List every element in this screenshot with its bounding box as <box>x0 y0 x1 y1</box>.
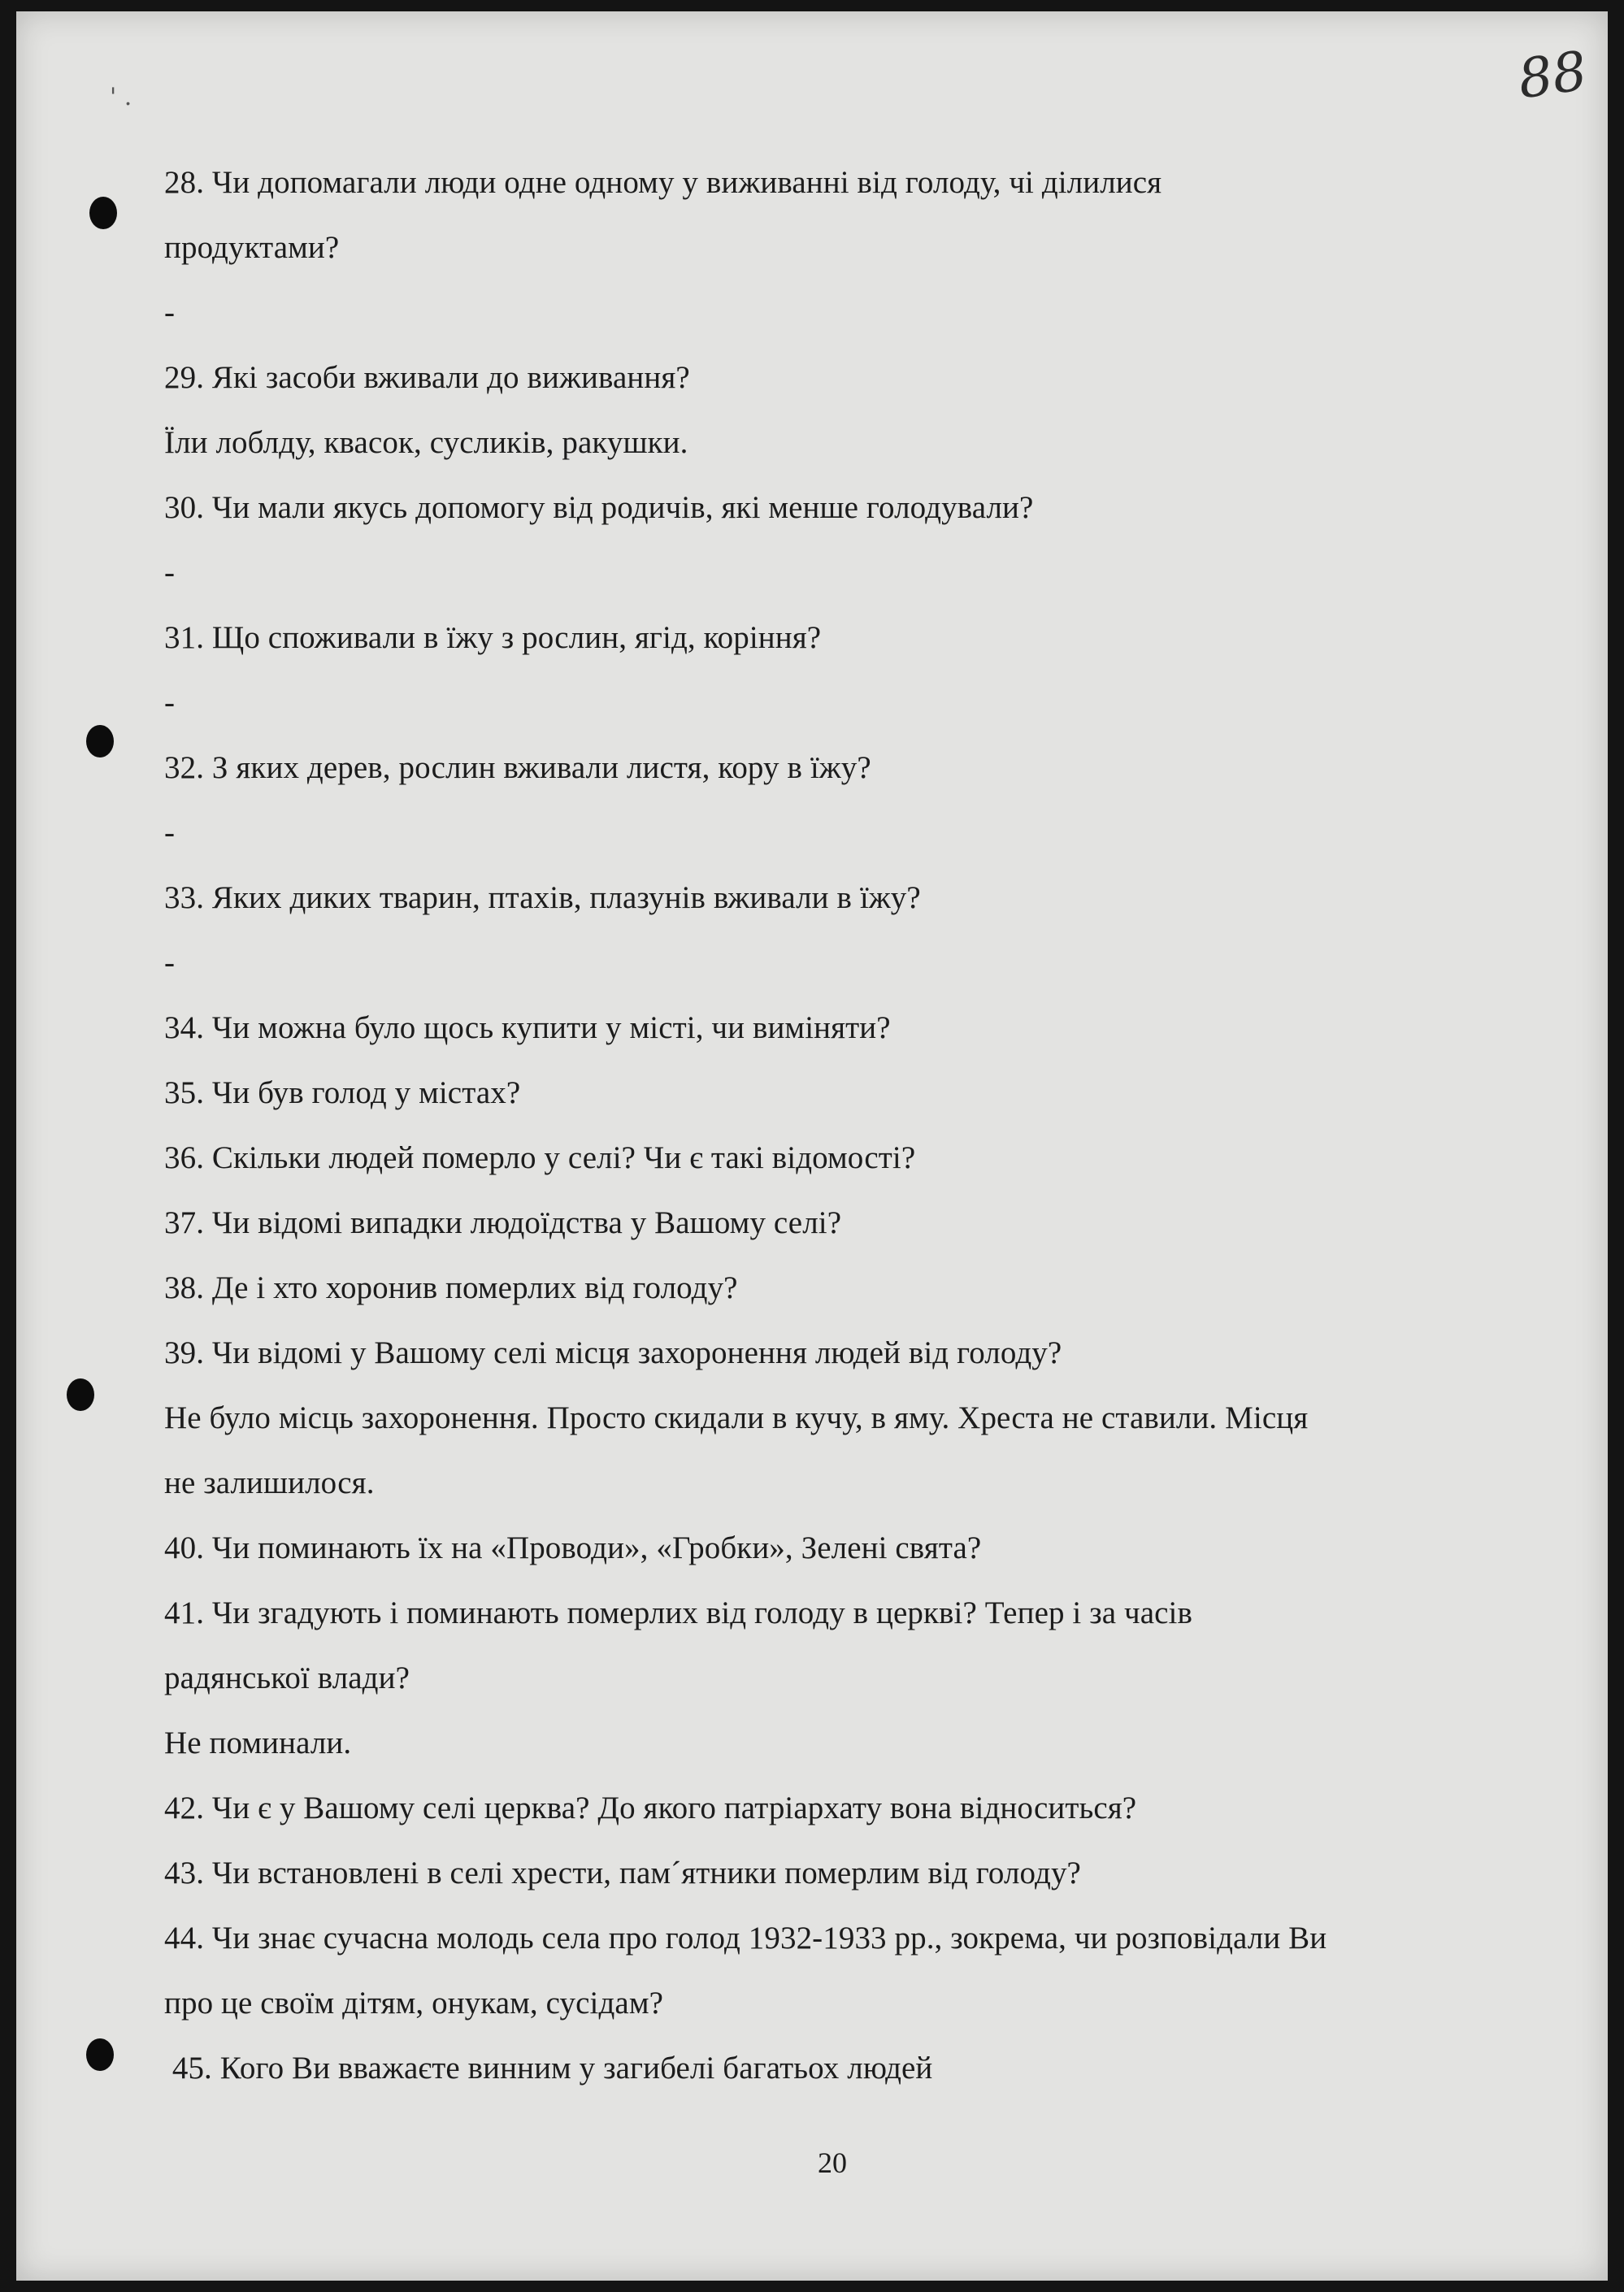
punch-hole <box>67 1378 94 1411</box>
text-line: - <box>164 685 176 720</box>
corner-mark: ' . <box>110 83 132 111</box>
handwritten-sheet-number: 88 <box>1514 39 1591 111</box>
text-line: 34. Чи можна було щось купити у місті, чи виміняти? <box>164 1010 891 1045</box>
text-line: - <box>164 295 176 330</box>
text-line: радянської влади? <box>164 1660 410 1695</box>
punch-hole <box>89 197 117 229</box>
text-line: - <box>164 945 176 980</box>
text-line: 33. Яких диких тварин, птахів, плазунів вживали в їжу? <box>164 880 921 915</box>
page-number: 20 <box>818 2147 847 2179</box>
text-line: Не поминали. <box>164 1726 352 1760</box>
text-line: - <box>164 815 176 850</box>
text-line: 36. Скільки людей померло у селі? Чи є такі відомості? <box>164 1140 916 1175</box>
text-line: 43. Чи встановлені в селі хрести, пам´ятники померлим від голоду? <box>164 1856 1081 1890</box>
text-line: 37. Чи відомі випадки людоїдства у Вашому селі? <box>164 1205 842 1240</box>
text-line: 31. Що споживали в їжу з рослин, ягід, коріння? <box>164 620 822 655</box>
text-line: 42. Чи є у Вашому селі церква? До якого патріархату вона відноситься? <box>164 1791 1137 1825</box>
text-line: 38. Де і хто хоронив померлих від голоду? <box>164 1270 738 1305</box>
text-line: 40. Чи поминають їх на «Проводи», «Гробки», Зелені свята? <box>164 1530 982 1565</box>
text-line: не залишилося. <box>164 1465 375 1500</box>
text-line: 39. Чи відомі у Вашому селі місця захоронення людей від голоду? <box>164 1335 1062 1370</box>
text-line: про це своїм дітям, онукам, сусідам? <box>164 1986 664 2021</box>
text-line: 45. Кого Ви вважаєте винним у загибелі багатьох людей <box>164 2051 933 2086</box>
text-line: - <box>164 555 176 590</box>
text-line: 30. Чи мали якусь допомогу від родичів, які менше голодували? <box>164 490 1034 525</box>
text-line: 32. З яких дерев, рослин вживали листя, кору в їжу? <box>164 750 871 785</box>
text-line: 41. Чи згадують і поминають померлих від голоду в церкві? Тепер і за часів <box>164 1595 1192 1630</box>
text-line: Їли лоблду, квасок, сусликів, ракушки. <box>164 425 688 460</box>
text-line: продуктами? <box>164 230 340 265</box>
text-line: Не було місць захоронення. Просто скидали в кучу, в яму. Хреста не ставили. Місця <box>164 1400 1309 1435</box>
text-line: 44. Чи знає сучасна молодь села про голод 1932-1933 рр., зокрема, чи розповідали Ви <box>164 1921 1327 1956</box>
punch-hole <box>86 725 114 757</box>
document-page <box>16 11 1608 2281</box>
text-line: 28. Чи допомагали люди одне одному у виживанні від голоду, чі ділилися <box>164 165 1162 200</box>
text-line: 35. Чи був голод у містах? <box>164 1075 521 1110</box>
text-line: 29. Які засоби вживали до виживання? <box>164 360 690 395</box>
punch-hole <box>86 2038 114 2071</box>
